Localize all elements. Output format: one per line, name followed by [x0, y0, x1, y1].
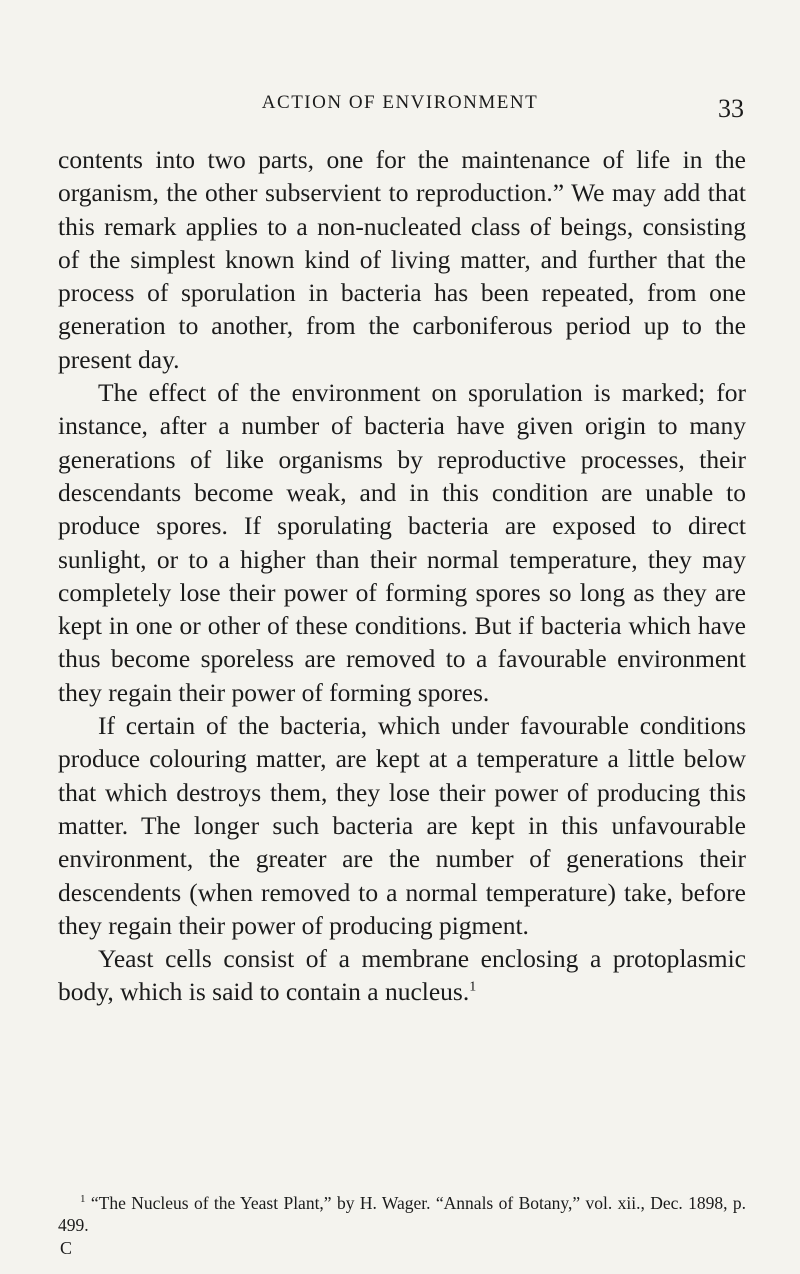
paragraph-yeast [58, 942, 746, 1009]
running-head [0, 92, 800, 122]
body-text [58, 143, 746, 1009]
paragraph-sporulation: The effect of the environment on sporulation is marked; for instance, after a number of bacteria have given origin to many generations of like organisms by reproductive processes, their descendants become weak, and in this condition are unable to produce spores. If sporulating bacteria are exposed to direct sunlight, or to a higher than their normal temperature, they may completely lose their power of forming spores so long as they are kept in one or other of these conditions. But if bacteria which have thus become sporeless are removed to a favourable environment they regain their power of forming spores. [58, 378, 746, 707]
footnote [58, 1192, 746, 1236]
signature-mark: C [60, 1238, 73, 1258]
page-number: 33 [718, 94, 744, 123]
footnote-reference: 1 [469, 979, 477, 995]
footnote-marker: 1 [80, 1193, 86, 1206]
paragraph-continuation: contents into two parts, one for the maintenance of life in the organism, the other subservient to reproduction.” We may add that this remark applies to a non-nucleated class of beings, consisting of the simplest known kind of living matter, and further that the process of sporulation in bacteria has been repeated, from one generation to another, from the carboniferous period up to the present day. [58, 145, 746, 374]
paragraph-pigment: If certain of the bacteria, which under favourable conditions produce colouring matter, are kept at a temperature a little below that which destroys them, they lose their power of producing this matter. The longer such bacteria are kept in this unfavourable environment, the greater are the number of generations their descendents (when removed to a normal temperature) take, before they regain their power of producing pigment. [58, 711, 746, 940]
running-title: ACTION OF ENVIRONMENT [261, 92, 539, 113]
paragraph-yeast-text: Yeast cells consist of a membrane enclosing a protoplasmic body, which is said to contain a nucleus. [58, 944, 746, 1007]
footnote-text: “The Nucleus of the Yeast Plant,” by H. Wager. “Annals of Botany,” vol. xii., Dec. 1898, p. 499. [58, 1193, 746, 1235]
